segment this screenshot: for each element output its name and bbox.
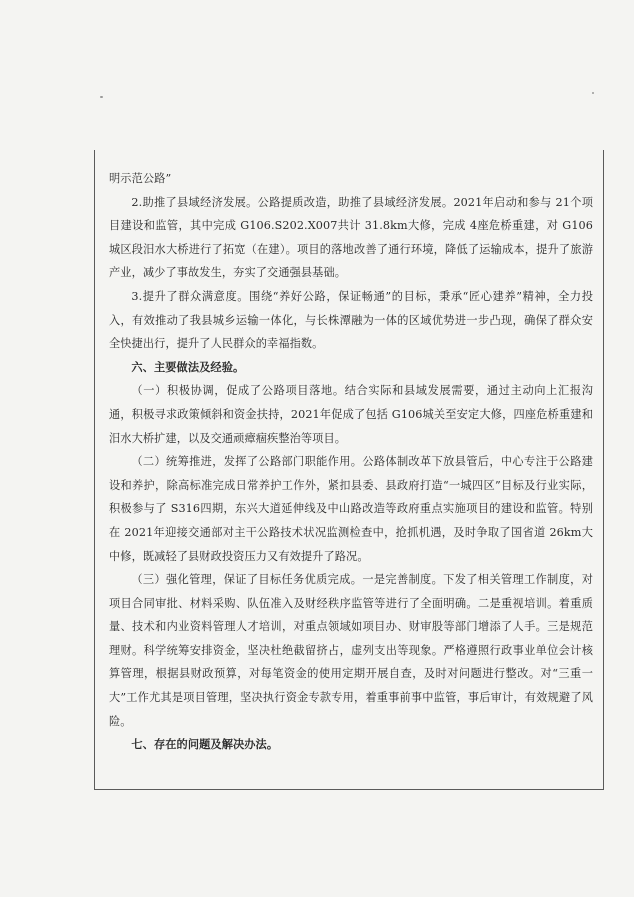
paragraph-economy: 2.助推了县域经济发展。公路提质改造，助推了县域经济发展。2021年启动和参与 21个项目建设和监管，其中完成 G106.S202.X007共计 31.8km大修，完成 4座危桥重建，对 G106城区段汨水大桥进行了拓宽（在建）。项目的落地改善了通行环境，降低了运输成本，提升了旅游产业，减少了事故发生，夯实了交通强县基础。 [109,195,593,280]
document-body [109,167,593,757]
paragraph-coordination: （一）积极协调，促成了公路项目落地。结合实际和县域发展需要，通过主动向上汇报沟通，积极寻求政策倾斜和资金扶持，2021年促成了包括 G106城关至安定大修，四座危桥重建和汨水大桥扩建，以及交通顽瘴痼疾整治等项目。 [109,384,593,445]
section-heading-problems: 七、存在的问题及解决办法。 [131,737,279,752]
paragraph-continuation: 明示范公路” [109,172,172,185]
paragraph-satisfaction: 3.提升了群众满意度。围绕“养好公路，保证畅通”的目标，秉承“匠心建养”精神，全力投入，有效推动了我县城乡运输一体化，与长株潭融为一体的区域优势进一步凸现，确保了群众安全快捷出行，提升了人民群众的幸福指数。 [109,289,593,351]
section-heading-practices: 六、主要做法及经验。 [131,359,245,374]
scan-speck [592,92,594,94]
scan-speck [100,96,103,98]
paragraph-management: （三）强化管理，保证了目标任务优质完成。一是完善制度。下发了相关管理工作制度，对项目合同审批、材料采购、队伍准入及财经秩序监管等进行了全面明确。二是重视培训。着重质量、技术和内业资料管理人才培训，对重点领域如项目办、财审股等部门增添了人手。三是规范理财。科学统筹安排资金，坚决杜绝截留挤占，虚列支出等现象。严格遵照行政事业单位会计核算管理，根据县财政预算，对每笔资金的使用定期开展自查，及时对问题进行整改。对“三重一大”工作尤其是项目管理，坚决执行资金专款专用，着重事前事中监管，事后审计，有效规避了风险。 [109,573,593,728]
paragraph-planning: （二）统筹推进，发挥了公路部门职能作用。公路体制改革下放县管后，中心专注于公路建设和养护，除高标准完成日常养护工作外，紧扣县委、县政府打造“一城四区”目标及行业实际，积极参与了 S316四期，东兴大道延伸线及中山路改造等政府重点实施项目的建设和监管。特别在 2021年迎接交通部对主干公路技术状况监测检查中，抢抓机遇，及时争取了国省道 26km大中修，既减轻了县财政投资压力又有效提升了路况。 [109,455,593,563]
